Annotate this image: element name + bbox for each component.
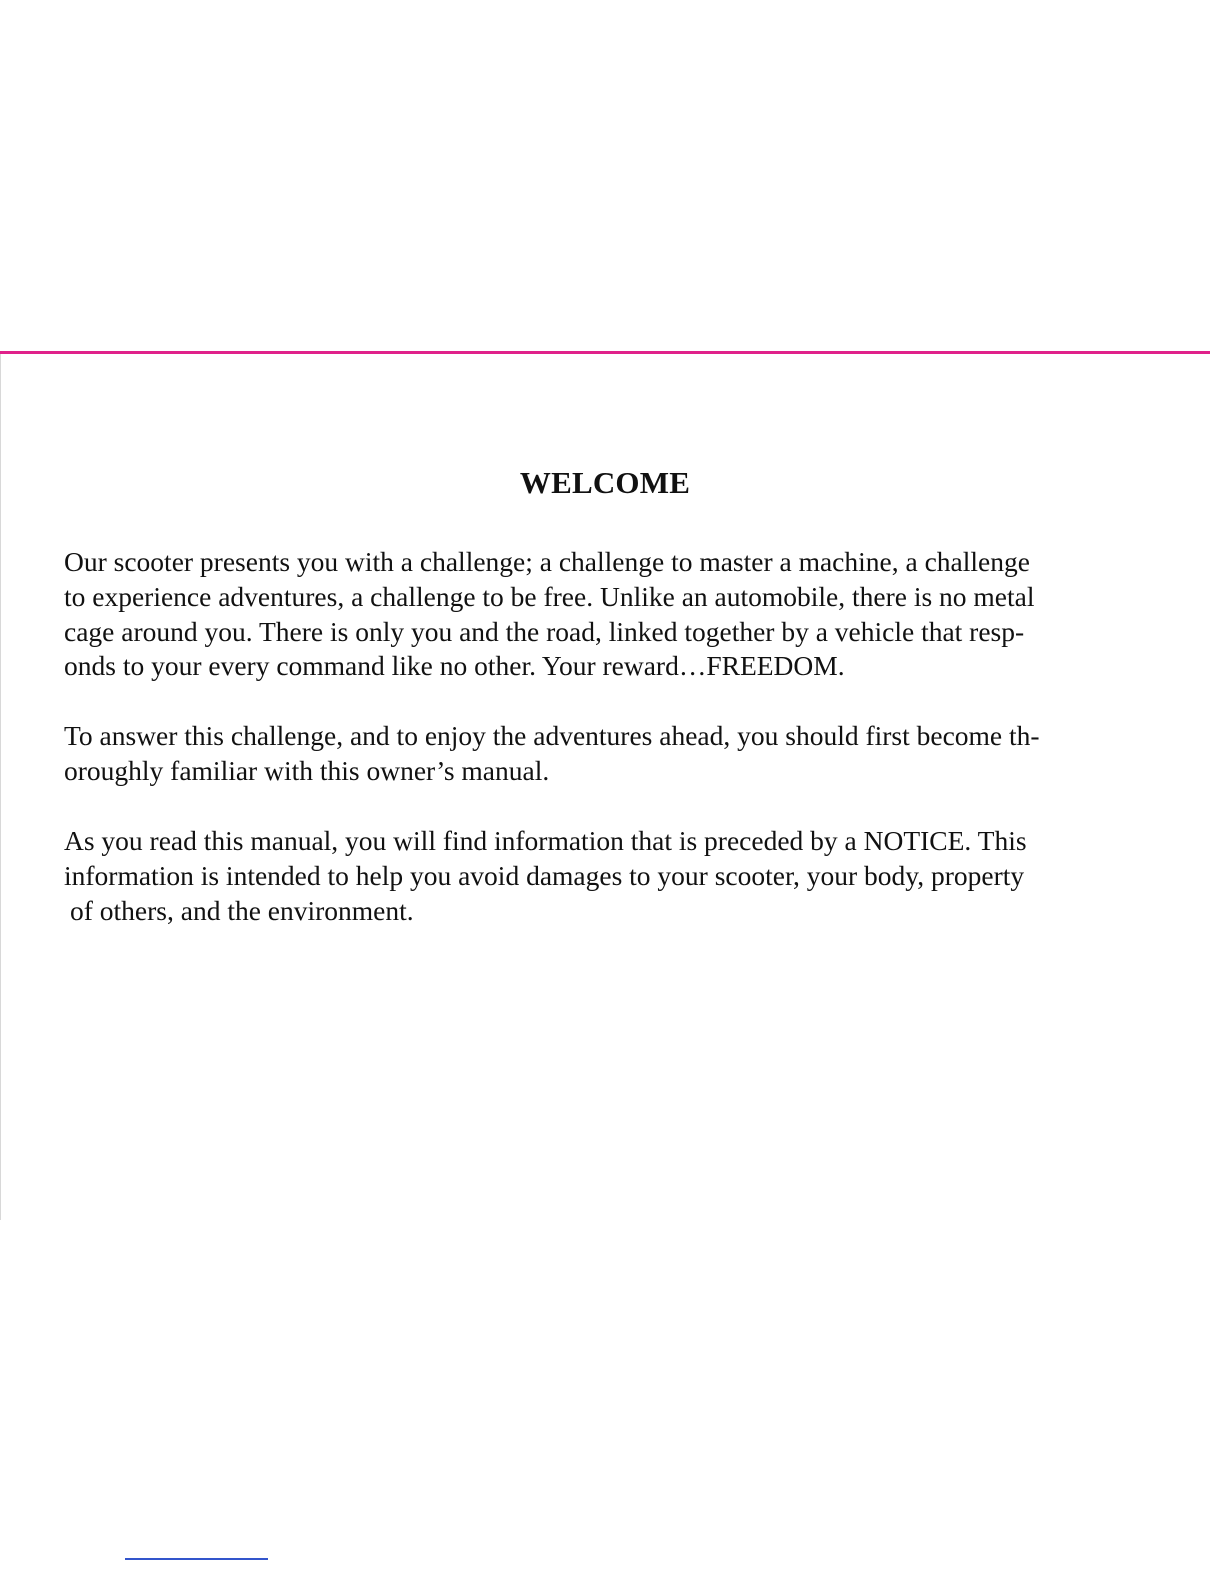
paragraph-line: As you read this manual, you will find information that is preceded by a NOTICE. This: [64, 825, 1027, 856]
paragraph-line: of others, and the environment.: [70, 894, 414, 926]
page-title: WELCOME: [519, 465, 691, 500]
paragraph-manual: [64, 719, 1184, 789]
footer-link-underline[interactable]: [125, 1558, 268, 1560]
paragraph-notice: [64, 824, 1184, 928]
paragraph-line: information is intended to help you avoid damages to your scooter, your body, property: [64, 859, 1025, 891]
paragraph-line: Our scooter presents you with a challenge; a challenge to master a machine, a challenge: [64, 546, 1030, 577]
paragraph-line: cage around you. There is only you and the road, linked together by a vehicle that resp-: [64, 615, 1025, 647]
paragraph-line: oroughly familiar with this owner’s manual.: [64, 754, 550, 786]
paragraph-line: to experience adventures, a challenge to be free. Unlike an automobile, there is no metal: [64, 580, 1035, 612]
paragraph-intro: [64, 545, 1184, 684]
paragraph-line: onds to your every command like no other. Your reward…FREEDOM.: [64, 650, 845, 682]
paragraph-line: To answer this challenge, and to enjoy the adventures ahead, you should first become th-: [64, 720, 1040, 751]
header-divider: [0, 351, 1210, 354]
